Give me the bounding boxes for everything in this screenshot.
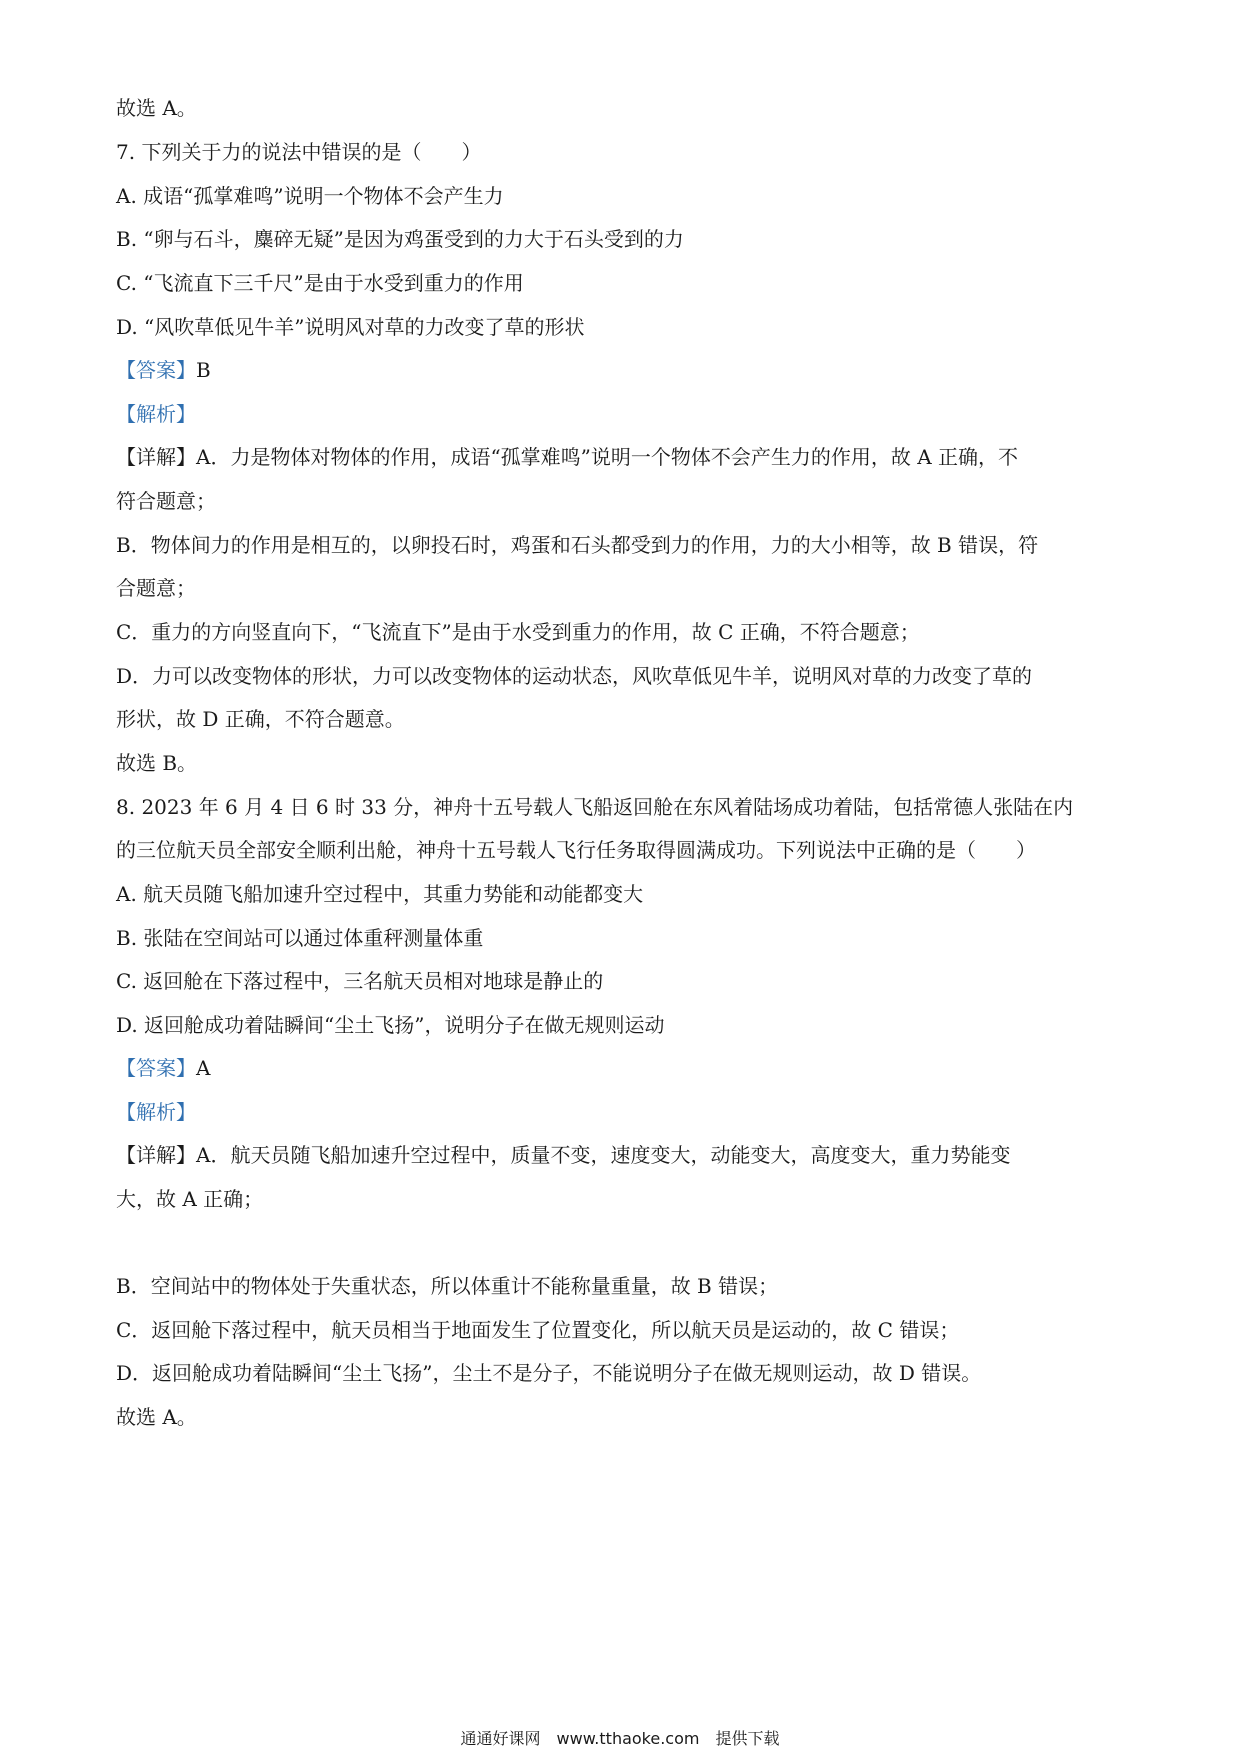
answer-value: B <box>196 358 211 382</box>
explanation-line: 大，故 A 正确； <box>116 1187 264 1211</box>
explanation-line: B．物体间力的作用是相互的，以卵投石时，鸡蛋和石头都受到力的作用，力的大小相等，故 B 错误，符 <box>116 533 1039 557</box>
explanation-line: D．力可以改变物体的形状，力可以改变物体的运动状态，风吹草低见牛羊，说明风对草的力改变了草的 <box>116 664 1033 688</box>
explanation-line: 符合题意； <box>116 489 216 513</box>
answer-tag: 【答案】 <box>116 1056 196 1080</box>
option-a: A. 航天员随飞船加速升空过程中，其重力势能和动能都变大 <box>116 882 644 906</box>
question-8-stem-continued: 的三位航天员全部安全顺利出舱，神舟十五号载人飞行任务取得圆满成功。下列说法中正确的是（ ） <box>116 838 1036 862</box>
footer-watermark: 通通好课网 www.tthaoke.com 提供下载 <box>460 1729 780 1748</box>
conclusion-line: 故选 B。 <box>116 751 198 775</box>
answer-line <box>116 356 1136 384</box>
explanation-line: 合题意； <box>116 576 196 600</box>
explanation-line: 【详解】A．力是物体对物体的作用，成语“孤掌难鸣”说明一个物体不会产生力的作用，故 A 正确，不 <box>116 445 1019 469</box>
question-7-stem: 7. 下列关于力的说法中错误的是（ ） <box>116 140 482 164</box>
answer-line <box>116 1054 1136 1082</box>
answer-value: A <box>196 1056 211 1080</box>
option-a: A. 成语“孤掌难鸣”说明一个物体不会产生力 <box>116 184 504 208</box>
analysis-line <box>116 400 1136 428</box>
answer-tag: 【答案】 <box>116 358 196 382</box>
question-8-stem: 8. 2023 年 6 月 4 日 6 时 33 分，神舟十五号载人飞船返回舱在东风着陆场成功着陆，包括常德人张陆在内 <box>116 795 1074 819</box>
explanation-line: 形状，故 D 正确，不符合题意。 <box>116 707 405 731</box>
explanation-line: B．空间站中的物体处于失重状态，所以体重计不能称量重量，故 B 错误； <box>116 1274 779 1298</box>
option-b: B. 张陆在空间站可以通过体重秤测量体重 <box>116 926 484 950</box>
analysis-tag: 【解析】 <box>116 402 196 426</box>
text-line: 故选 A。 <box>116 96 197 120</box>
option-b: B. “卵与石斗，麋碎无疑”是因为鸡蛋受到的力大于石头受到的力 <box>116 227 684 251</box>
option-d: D. “风吹草低见牛羊”说明风对草的力改变了草的形状 <box>116 315 585 339</box>
explanation-line: C．重力的方向竖直向下，“飞流直下”是由于水受到重力的作用，故 C 正确，不符合题意； <box>116 620 920 644</box>
option-d: D. 返回舱成功着陆瞬间“尘土飞扬”，说明分子在做无规则运动 <box>116 1013 665 1037</box>
explanation-line: D．返回舱成功着陆瞬间“尘土飞扬”，尘土不是分子，不能说明分子在做无规则运动，故 D 错误。 <box>116 1361 982 1385</box>
option-c: C. 返回舱在下落过程中，三名航天员相对地球是静止的 <box>116 969 604 993</box>
explanation-line: C．返回舱下落过程中，航天员相当于地面发生了位置变化，所以航天员是运动的，故 C 错误； <box>116 1318 960 1342</box>
explanation-line: 【详解】A．航天员随飞船加速升空过程中，质量不变，速度变大，动能变大，高度变大，重力势能变 <box>116 1143 1011 1167</box>
option-c: C. “飞流直下三千尺”是由于水受到重力的作用 <box>116 271 524 295</box>
conclusion-line: 故选 A。 <box>116 1405 197 1429</box>
analysis-tag: 【解析】 <box>116 1100 196 1124</box>
analysis-line <box>116 1098 1136 1126</box>
